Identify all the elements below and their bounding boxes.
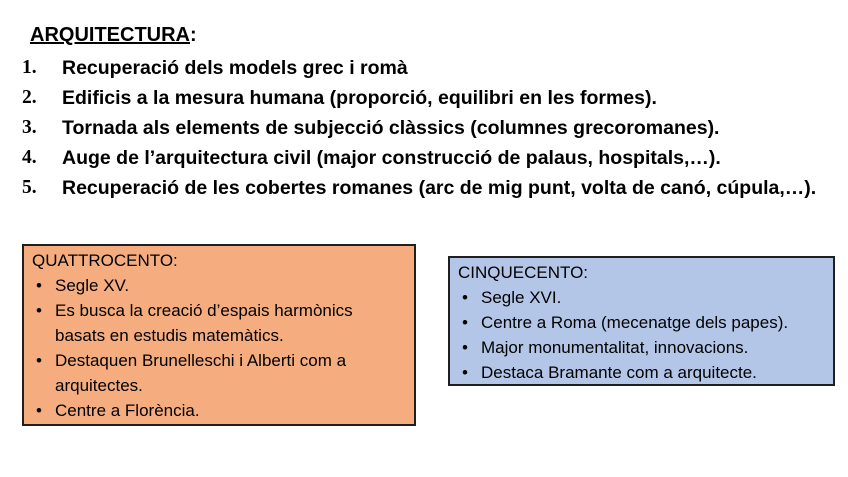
bullet-icon: • — [36, 401, 42, 420]
cinquecento-box — [448, 256, 835, 386]
list-item-text: Recuperació de les cobertes romanes (arc de mig punt, volta de canó, cúpula,…). — [62, 177, 817, 199]
bullet-icon: • — [462, 288, 468, 307]
list-item — [22, 113, 822, 143]
slide-title-text: ARQUITECTURA — [30, 24, 190, 46]
bullet-icon: • — [462, 313, 468, 332]
bullet-text: Centre a Florència. — [55, 401, 200, 420]
list-item-number: 3. — [22, 117, 37, 138]
bullet-icon: • — [462, 338, 468, 357]
bullet-text: Es busca la creació d’espais harmònics basats en estudis matemàtics. — [55, 301, 353, 345]
list-item-number: 1. — [22, 57, 37, 78]
cinquecento-heading: CINQUECENTO: — [458, 263, 589, 282]
list-item — [22, 83, 822, 113]
list-item — [22, 143, 822, 173]
list-item-text: Auge de l’arquitectura civil (major construcció de palaus, hospitals,…). — [62, 147, 721, 169]
list-item-text: Edificis a la mesura humana (proporció, equilibri en les formes). — [62, 87, 657, 109]
bullet-text: Major monumentalitat, innovacions. — [481, 338, 749, 357]
bullet-item — [32, 273, 406, 298]
slide-title — [30, 24, 197, 47]
bullet-icon: • — [36, 351, 42, 370]
list-item — [22, 53, 822, 83]
list-item-number: 5. — [22, 177, 37, 198]
slide-title-colon: : — [190, 24, 197, 46]
list-item-number: 4. — [22, 147, 37, 168]
bullet-item — [458, 310, 825, 335]
bullet-icon: • — [36, 276, 42, 295]
quattrocento-bullet-list — [32, 273, 406, 423]
list-item-text: Recuperació dels models grec i romà — [62, 57, 408, 79]
bullet-icon: • — [36, 301, 42, 320]
bullet-item — [32, 348, 406, 398]
bullet-item — [458, 360, 825, 385]
bullet-item — [458, 285, 825, 310]
bullet-item — [458, 335, 825, 360]
list-item-number: 2. — [22, 87, 37, 108]
list-item — [22, 173, 822, 203]
bullet-item — [32, 298, 406, 348]
bullet-text: Destaca Bramante com a arquitecte. — [481, 363, 757, 382]
bullet-item — [32, 398, 406, 423]
bullet-text: Segle XVI. — [481, 288, 562, 307]
list-item-text: Tornada als elements de subjecció clàssics (columnes grecoromanes). — [62, 117, 720, 139]
cinquecento-bullet-list — [458, 285, 825, 385]
bullet-text: Centre a Roma (mecenatge dels papes). — [481, 313, 789, 332]
quattrocento-heading: QUATTROCENTO: — [32, 251, 178, 270]
bullet-text: Destaquen Brunelleschi i Alberti com a arquitectes. — [55, 351, 347, 395]
quattrocento-box — [22, 244, 416, 426]
bullet-text: Segle XV. — [55, 276, 130, 295]
bullet-icon: • — [462, 363, 468, 382]
architecture-feature-list — [22, 53, 822, 203]
